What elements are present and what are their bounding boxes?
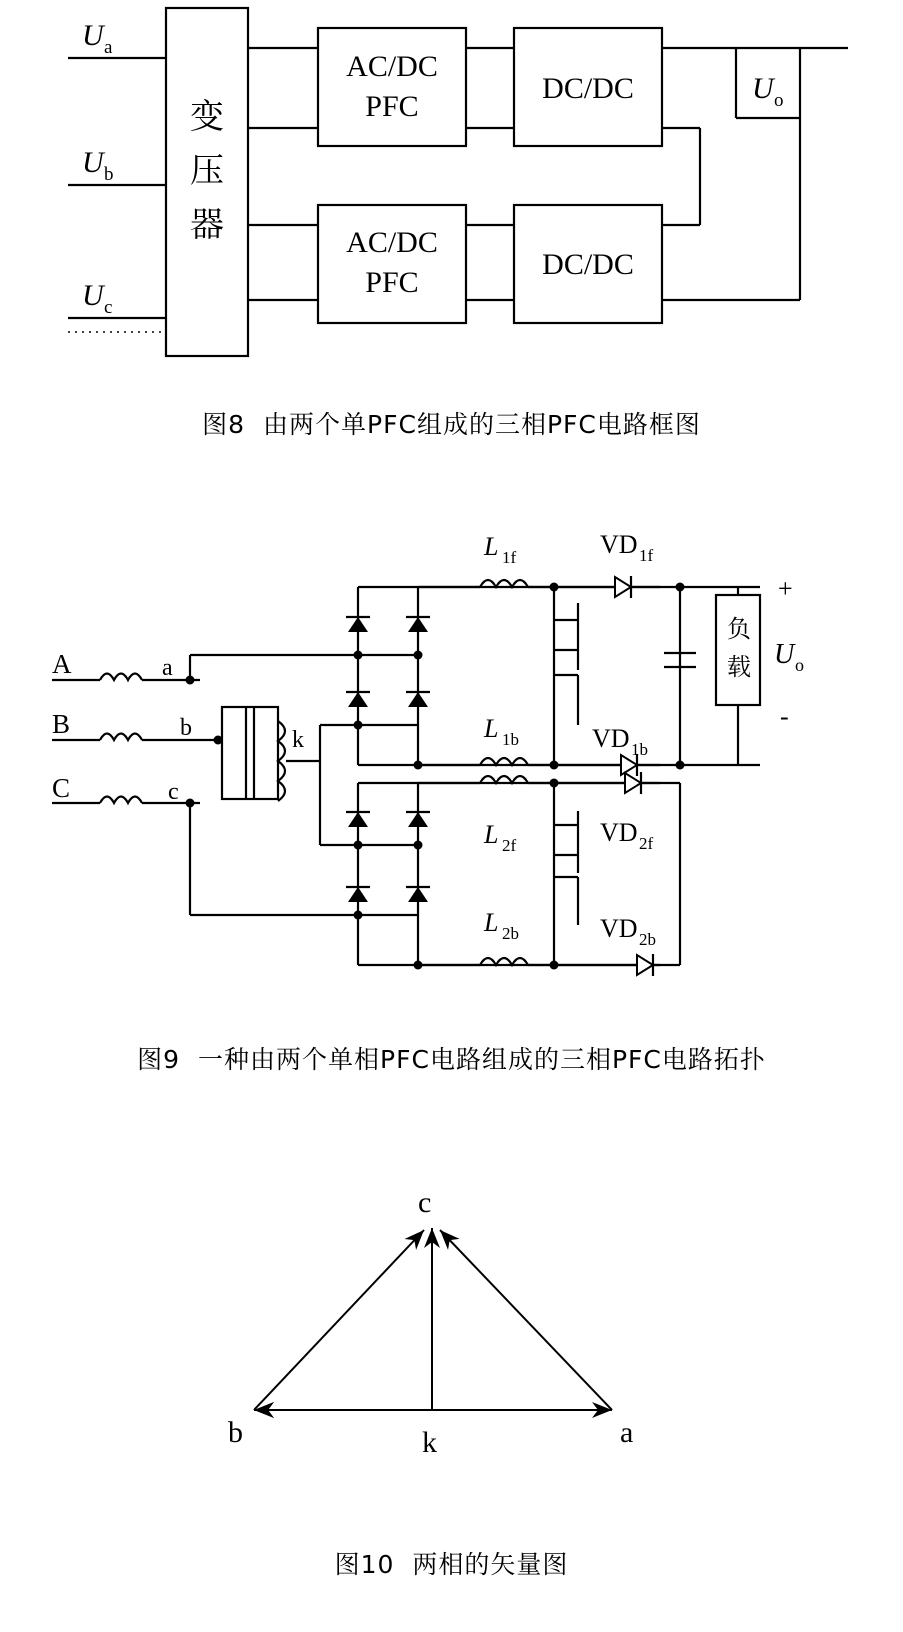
transformer-char-1: 变 [190, 97, 224, 137]
block-dcdc-1-label: DC/DC [542, 72, 634, 105]
figure-9-caption [0, 1040, 903, 1076]
block-acdc-pfc-2-line1: AC/DC [346, 226, 438, 259]
label-VD1b-sub: 1b [631, 740, 648, 759]
label-phase-C: C [52, 773, 71, 803]
label-node-k: k [292, 727, 304, 753]
label-node-c: c [168, 779, 179, 805]
block-acdc-pfc-1-line2: PFC [365, 90, 419, 123]
figure-8-diagram [0, 0, 903, 390]
vector-a-to-c [440, 1230, 612, 1410]
label-uo-fig9: U [774, 639, 795, 670]
transformer-char-3: 器 [190, 205, 224, 245]
figure-10-diagram [0, 1150, 903, 1480]
label-L2b: L [484, 908, 499, 937]
vertex-label-k: k [422, 1426, 437, 1459]
load-box [716, 595, 760, 705]
block-acdc-pfc-1 [318, 28, 466, 146]
label-L1b: L [484, 714, 499, 743]
label-L2b-sub: 2b [502, 924, 519, 943]
label-L1f-sub: 1f [502, 548, 517, 567]
label-ub-sub: b [104, 164, 114, 185]
junction-dots [186, 583, 685, 970]
label-VD2b-sub: 2b [639, 930, 656, 949]
figure-10-caption-number: 图10 [334, 1550, 395, 1579]
label-ua-sub: a [104, 37, 113, 58]
label-uc: U [82, 279, 104, 312]
label-phase-B: B [52, 709, 71, 739]
vector-b-to-c [254, 1230, 424, 1410]
load-char-2: 载 [727, 653, 751, 681]
label-VD1b: VD [592, 724, 630, 753]
figure-10-caption-text: 两相的矢量图 [412, 1550, 569, 1579]
label-VD2f-sub: 2f [639, 834, 654, 853]
figure-9-caption-number: 图9 [137, 1045, 181, 1074]
label-L1f: L [484, 532, 499, 561]
coupling-transformer [222, 707, 278, 799]
block-acdc-pfc-1-line1: AC/DC [346, 50, 438, 83]
figure-8-caption-number: 图8 [202, 410, 246, 439]
label-node-a: a [162, 655, 173, 681]
figure-8-caption [0, 405, 903, 441]
label-uo-fig8: U [752, 72, 774, 105]
label-uc-sub: c [104, 297, 113, 318]
label-uo-fig9-sub: o [795, 655, 804, 675]
block-acdc-pfc-2 [318, 205, 466, 323]
label-polarity-minus: - [780, 702, 789, 731]
figure-8-caption-text: 由两个单PFC组成的三相PFC电路框图 [263, 410, 701, 439]
label-VD1f: VD [600, 530, 638, 559]
vertex-label-c: c [418, 1186, 432, 1219]
label-VD2f: VD [600, 818, 638, 847]
figure-10-caption [0, 1545, 903, 1581]
block-dcdc-2-label: DC/DC [542, 248, 634, 281]
label-ub: U [82, 146, 104, 179]
label-polarity-plus: + [778, 574, 793, 603]
transformer-char-2: 压 [190, 151, 224, 191]
label-L2f-sub: 2f [502, 836, 517, 855]
label-L2f: L [484, 820, 499, 849]
label-ua: U [82, 19, 104, 52]
label-uo-fig8-sub: o [774, 90, 784, 111]
figure-9-caption-text: 一种由两个单相PFC电路组成的三相PFC电路拓扑 [198, 1045, 766, 1074]
block-acdc-pfc-2-line2: PFC [365, 266, 419, 299]
label-VD1f-sub: 1f [639, 546, 654, 565]
vertex-label-a: a [620, 1416, 634, 1449]
vertex-label-b: b [228, 1416, 243, 1449]
label-VD2b: VD [600, 914, 638, 943]
label-node-b: b [180, 715, 192, 741]
label-L1b-sub: 1b [502, 730, 519, 749]
figure-9-diagram [0, 525, 903, 1015]
label-phase-A: A [52, 649, 72, 679]
load-char-1: 负 [727, 615, 751, 643]
